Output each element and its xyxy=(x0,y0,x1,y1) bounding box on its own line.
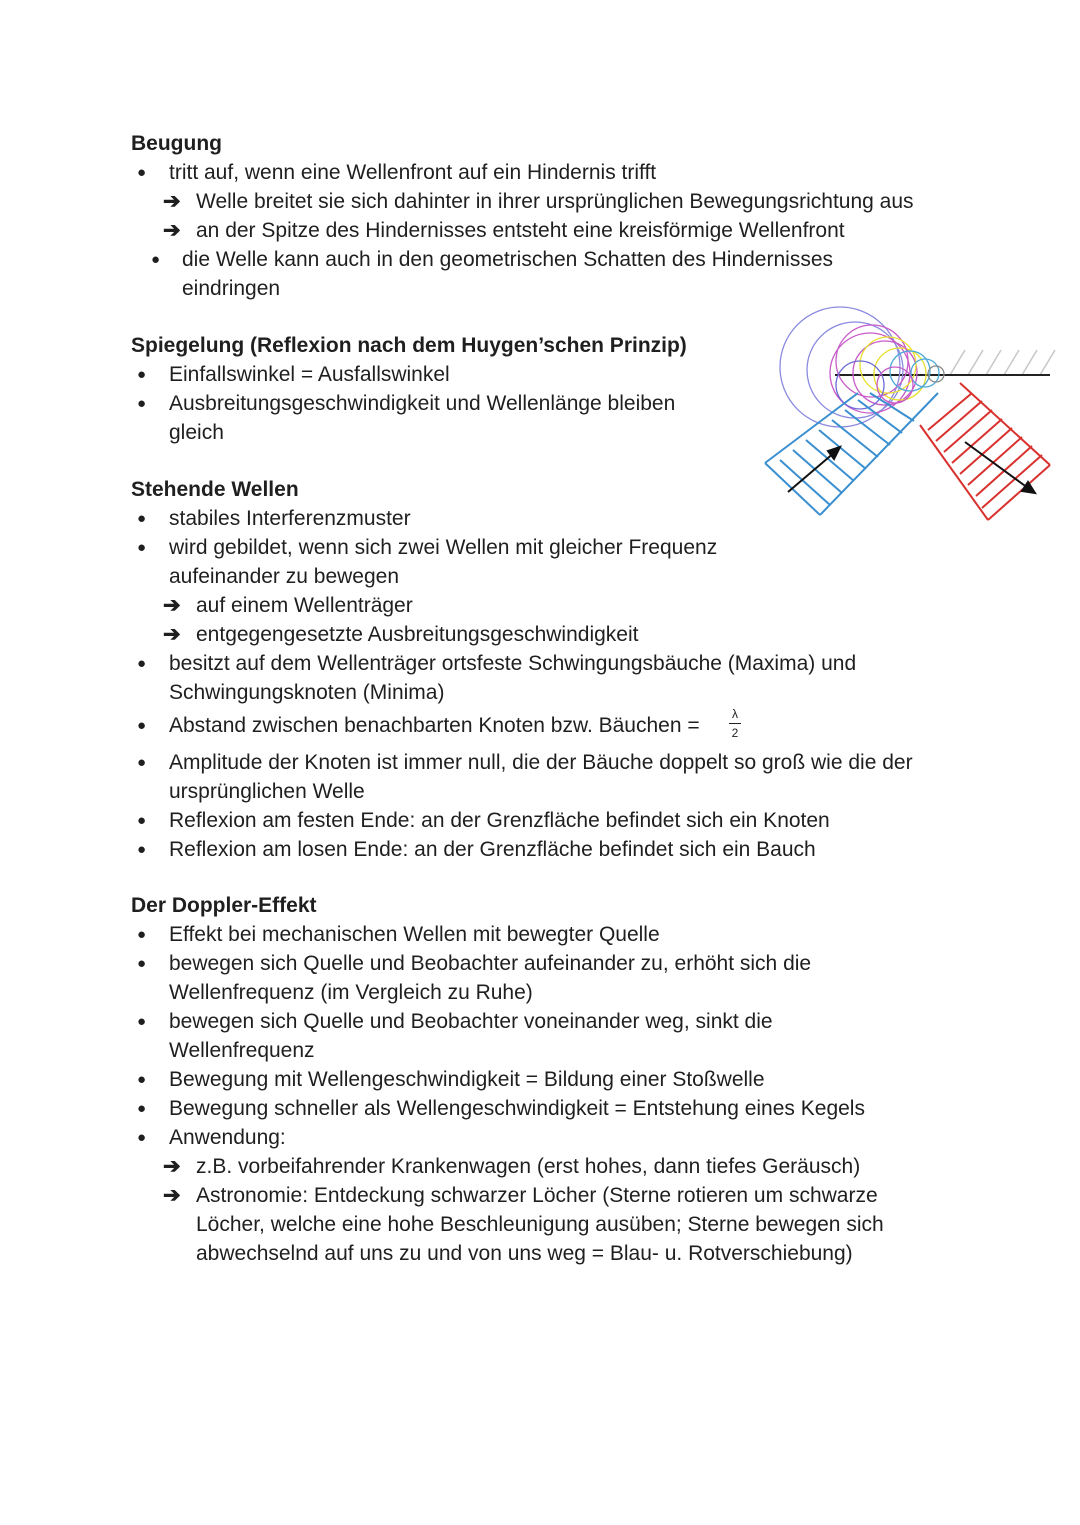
arrow-right-icon: ➔ xyxy=(163,623,181,646)
bullet-icon: ● xyxy=(137,366,147,383)
fraction-bar xyxy=(729,723,741,724)
arrow-right-icon: ➔ xyxy=(163,219,181,242)
bullet-icon: ● xyxy=(137,539,147,556)
list-item: Ausbreitungsgeschwindigkeit und Wellenlänge bleiben xyxy=(169,392,676,415)
list-item: Reflexion am losen Ende: an der Grenzfläche befindet sich ein Bauch xyxy=(169,838,816,861)
reflection-diagram xyxy=(760,295,1060,525)
bullet-icon: ● xyxy=(137,655,147,672)
list-item: Anwendung: xyxy=(169,1126,286,1149)
bullet-icon: ● xyxy=(137,1129,147,1146)
bullet-icon: ● xyxy=(137,510,147,527)
list-item: Amplitude der Knoten ist immer null, die der Bäuche doppelt so groß wie die der xyxy=(169,751,913,774)
list-item-continuation: gleich xyxy=(169,421,224,444)
list-item: bewegen sich Quelle und Beobachter voneinander weg, sinkt die xyxy=(169,1010,773,1033)
section-title-stehende-wellen: Stehende Wellen xyxy=(131,478,299,501)
reflected-arrow xyxy=(965,442,1035,493)
arrow-right-icon: ➔ xyxy=(163,190,181,213)
bullet-icon: ● xyxy=(137,164,147,181)
list-item-continuation: abwechselnd auf uns zu und von uns weg = Blau- u. Rotverschiebung) xyxy=(196,1242,853,1265)
bullet-icon: ● xyxy=(137,841,147,858)
list-item: tritt auf, wenn eine Wellenfront auf ein Hindernis trifft xyxy=(169,161,657,184)
obstacle-hatching xyxy=(950,350,1055,375)
section-title-doppler: Der Doppler-Effekt xyxy=(131,894,317,917)
section-title-beugung: Beugung xyxy=(131,132,222,155)
incident-wave-fronts xyxy=(765,393,938,515)
bullet-icon: ● xyxy=(151,251,161,268)
list-item: bewegen sich Quelle und Beobachter aufeinander zu, erhöht sich die xyxy=(169,952,812,975)
list-item: die Welle kann auch in den geometrischen Schatten des Hindernisses xyxy=(182,248,833,271)
list-item: Effekt bei mechanischen Wellen mit bewegter Quelle xyxy=(169,923,660,946)
list-item: Astronomie: Entdeckung schwarzer Löcher (Sterne rotieren um schwarze xyxy=(196,1184,878,1207)
list-item: wird gebildet, wenn sich zwei Wellen mit gleicher Frequenz xyxy=(169,536,718,559)
bullet-icon: ● xyxy=(137,1100,147,1117)
list-item: Reflexion am festen Ende: an der Grenzfläche befindet sich ein Knoten xyxy=(169,809,830,832)
bullet-icon: ● xyxy=(137,1013,147,1030)
list-item: stabiles Interferenzmuster xyxy=(169,507,411,530)
list-item: Abstand zwischen benachbarten Knoten bzw. Bäuchen = xyxy=(169,714,700,737)
arrow-right-icon: ➔ xyxy=(163,594,181,617)
reflected-wave-fronts xyxy=(920,383,1050,520)
list-item-continuation: Löcher, welche eine hohe Beschleunigung ausüben; Sterne bewegen sich xyxy=(196,1213,884,1236)
huygens-wavelets xyxy=(780,307,944,427)
list-item-continuation: Wellenfrequenz (im Vergleich zu Ruhe) xyxy=(169,981,533,1004)
list-item: Welle breitet sie sich dahinter in ihrer ursprünglichen Bewegungsrichtung aus xyxy=(196,190,914,213)
list-item-continuation: Wellenfrequenz xyxy=(169,1039,315,1062)
list-item: entgegengesetzte Ausbreitungsgeschwindigkeit xyxy=(196,623,639,646)
bullet-icon: ● xyxy=(137,812,147,829)
bullet-icon: ● xyxy=(137,955,147,972)
list-item: an der Spitze des Hindernisses entsteht eine kreisförmige Wellenfront xyxy=(196,219,845,242)
list-item-continuation: ursprünglichen Welle xyxy=(169,780,365,803)
bullet-icon: ● xyxy=(137,754,147,771)
fraction-denominator: 2 xyxy=(731,726,739,740)
list-item: z.B. vorbeifahrender Krankenwagen (erst hohes, dann tiefes Geräusch) xyxy=(196,1155,861,1178)
list-item: auf einem Wellenträger xyxy=(196,594,413,617)
section-title-spiegelung: Spiegelung (Reflexion nach dem Huygen’schen Prinzip) xyxy=(131,334,687,357)
list-item: besitzt auf dem Wellenträger ortsfeste Schwingungsbäuche (Maxima) und xyxy=(169,652,857,675)
list-item: Einfallswinkel = Ausfallswinkel xyxy=(169,363,450,386)
arrow-right-icon: ➔ xyxy=(163,1155,181,1178)
arrow-right-icon: ➔ xyxy=(163,1184,181,1207)
list-item-continuation: aufeinander zu bewegen xyxy=(169,565,400,588)
list-item: Bewegung schneller als Wellengeschwindigkeit = Entstehung eines Kegels xyxy=(169,1097,865,1120)
fraction-numerator: λ xyxy=(732,707,738,721)
bullet-icon: ● xyxy=(137,926,147,943)
list-item-continuation: Schwingungsknoten (Minima) xyxy=(169,681,445,704)
bullet-icon: ● xyxy=(137,717,147,734)
bullet-icon: ● xyxy=(137,395,147,412)
bullet-icon: ● xyxy=(137,1071,147,1088)
list-item: Bewegung mit Wellengeschwindigkeit = Bildung einer Stoßwelle xyxy=(169,1068,765,1091)
list-item-continuation: eindringen xyxy=(182,277,281,300)
